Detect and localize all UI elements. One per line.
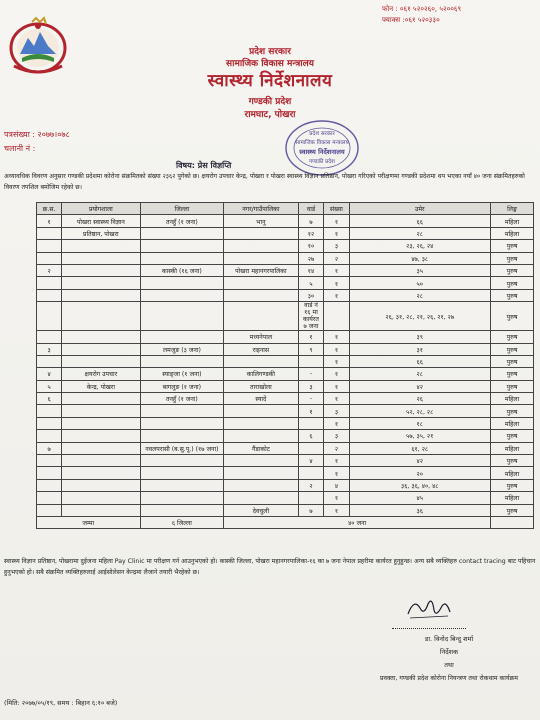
table-cell <box>62 442 140 454</box>
table-cell <box>37 455 62 467</box>
table-cell <box>62 492 140 504</box>
table-cell: ७ <box>37 442 62 454</box>
table-cell <box>224 227 298 239</box>
table-cell <box>37 289 62 301</box>
table-cell <box>37 227 62 239</box>
table-cell <box>140 227 224 239</box>
table-cell: १ <box>324 417 349 429</box>
table-cell: महिला <box>491 467 534 479</box>
table-row <box>37 455 534 467</box>
table-cell: वार्ड नं १६ मा कार्यरत ७ जना <box>298 302 324 331</box>
table-cell: १ <box>324 504 349 516</box>
table-cell <box>37 355 62 367</box>
table-cell: १० <box>298 240 324 252</box>
table-cell: स्यादें <box>224 393 298 405</box>
table-cell: ६६ <box>349 215 491 227</box>
table-cell: पुरुष <box>491 343 534 355</box>
table-cell: २ <box>37 264 62 276</box>
table-cell <box>62 277 140 289</box>
table-cell <box>37 417 62 429</box>
issue-date: (मिति: २०७७/०५/१९, समय : बिहान ६:१० बजे) <box>4 699 118 707</box>
table-row <box>37 252 534 264</box>
table-row <box>37 343 534 355</box>
table-cell: स्याङ्जा (१ जना) <box>140 368 224 380</box>
table-row <box>37 393 534 405</box>
table-cell: महिला <box>491 442 534 454</box>
table-cell <box>140 417 224 429</box>
table-cell: १ <box>298 405 324 417</box>
table-cell: पुरुष <box>491 277 534 289</box>
table-cell <box>140 479 224 491</box>
table-cell <box>37 302 62 331</box>
signatory-role: प्रवक्ता, गण्डकी प्रदेश कोरोना नियन्त्रण तथा रोकथाम कार्यक्रम <box>380 675 518 682</box>
table-cell <box>324 302 349 331</box>
table-cell <box>140 331 224 343</box>
table-cell <box>298 417 324 429</box>
table-cell: ४२ <box>349 380 491 392</box>
table-cell <box>224 355 298 367</box>
table-cell: १ <box>324 368 349 380</box>
table-cell: बागलुङ (१ जना) <box>140 380 224 392</box>
table-cell: १ <box>298 331 324 343</box>
table-cell: २० <box>349 467 491 479</box>
table-cell: ४२ <box>349 455 491 467</box>
table-cell: ४७, ३८ <box>349 252 491 264</box>
table-cell <box>37 504 62 516</box>
contact-info <box>382 4 532 26</box>
table-row <box>37 289 534 301</box>
table-cell <box>62 252 140 264</box>
table-cell <box>62 355 140 367</box>
table-cell: २८ <box>349 227 491 239</box>
header-address: रामघाट, पोखरा <box>244 110 296 120</box>
table-row <box>37 479 534 491</box>
table-cell <box>140 252 224 264</box>
table-cell: ३० <box>298 289 324 301</box>
table-row <box>37 430 534 442</box>
table-cell: महिला <box>491 492 534 504</box>
table-row <box>37 492 534 504</box>
signature-icon <box>404 594 454 622</box>
reference-number: पत्रसंख्या : २०७७।०७८ <box>4 130 70 139</box>
table-cell: ३६, ३६, ४०, ४८ <box>349 479 491 491</box>
table-cell: पोखरा स्वास्थ्य विज्ञान <box>62 215 140 227</box>
official-stamp-icon <box>283 118 361 178</box>
table-cell: ३ <box>324 405 349 417</box>
table-cell: ४ <box>324 479 349 491</box>
table-cell <box>140 355 224 367</box>
table-row <box>37 442 534 454</box>
table-cell: १ <box>324 331 349 343</box>
table-cell <box>224 240 298 252</box>
table-row <box>37 277 534 289</box>
table-cell: पुरुष <box>491 302 534 331</box>
table-cell: - <box>298 368 324 380</box>
table-row <box>37 467 534 479</box>
table-cell: पुरुष <box>491 504 534 516</box>
table-cell <box>62 289 140 301</box>
table-cell: कास्की (१६ जना) <box>140 264 224 276</box>
table-cell <box>298 355 324 367</box>
table-cell <box>37 331 62 343</box>
stamp-line: सामाजिक विकास मन्त्रालय <box>295 140 349 146</box>
table-cell: १ <box>324 355 349 367</box>
table-cell: ६ <box>37 393 62 405</box>
table-cell: पुरुष <box>491 240 534 252</box>
table-cell <box>62 302 140 331</box>
table-cell: ३ <box>324 240 349 252</box>
table-cell <box>62 467 140 479</box>
intro-paragraph: अध्यावधिक विवरण अनुसार गण्डकी प्रदेशमा कोरोना संक्रमितको संख्या २३६२ पुगेको छ। क्षयरोग उपचार केन्द्र, पोखरा र पोखरा स्वास्थ्य विज्ञान प्रतिष्ठान, पोखरा गरिएको परीक्षणमा गण्डकी प्रदेशमा थप भएका नयाँ ४० जना संक्रमितहरुको विवरण तपशिल बमोजिम रहेको छ। <box>4 173 525 191</box>
table-cell <box>224 302 298 331</box>
table-cell: १ <box>324 289 349 301</box>
header-directorate: स्वास्थ्य निर्देशनालय <box>207 71 333 91</box>
table-cell: भानु <box>224 215 298 227</box>
table-cell: ५२, २८, २८ <box>349 405 491 417</box>
table-cell <box>224 277 298 289</box>
cases-table <box>36 202 534 529</box>
table-cell <box>140 302 224 331</box>
nepal-emblem-icon <box>6 16 70 76</box>
table-cell <box>224 405 298 417</box>
table-cell <box>62 455 140 467</box>
table-body <box>37 215 534 517</box>
table-cell: १ <box>324 277 349 289</box>
table-cell: ३ <box>37 343 62 355</box>
stamp-line: स्वास्थ्य निर्देशनालय <box>299 148 345 156</box>
table-cell: ३ <box>298 380 324 392</box>
header-province-name: गण्डकी प्रदेश <box>248 97 292 107</box>
table-cell: ५ <box>37 380 62 392</box>
table-cell <box>298 442 324 454</box>
table-cell <box>62 417 140 429</box>
table-cell: पुरुष <box>491 289 534 301</box>
table-cell: पुरुष <box>491 380 534 392</box>
table-cell: १ <box>324 343 349 355</box>
table-cell: गैंडाकोट <box>224 442 298 454</box>
table-cell: २३, २६, २४ <box>349 240 491 252</box>
table-cell: ७ <box>298 215 324 227</box>
table-cell: पुरुष <box>491 264 534 276</box>
table-cell: १ <box>324 380 349 392</box>
header-province-government: प्रदेश सरकार <box>249 47 291 57</box>
table-cell: महिला <box>491 227 534 239</box>
table-row <box>37 215 534 227</box>
table-cell: २ <box>298 479 324 491</box>
table-cell <box>140 405 224 417</box>
table-cell: ३६ <box>349 504 491 516</box>
table-header-row <box>37 203 534 215</box>
table-cell <box>140 467 224 479</box>
table-cell <box>62 479 140 491</box>
table-cell: ३ <box>324 430 349 442</box>
column-header: क्र.स. <box>37 203 62 215</box>
table-cell <box>224 430 298 442</box>
table-cell: महिला <box>491 215 534 227</box>
table-cell: तनहुँ (१ जना) <box>140 215 224 227</box>
table-cell: केन्द्र, पोखरा <box>62 380 140 392</box>
phone-number: फोन : ०६१ ५२०२६०, ५२००६९ <box>382 5 462 13</box>
table-cell <box>298 467 324 479</box>
table-cell <box>37 252 62 264</box>
table-cell: १ <box>324 467 349 479</box>
table-cell <box>224 492 298 504</box>
table-cell: महिला <box>491 417 534 429</box>
stamp-line: प्रदेश सरकार <box>309 131 335 137</box>
table-cell: २८ <box>349 289 491 301</box>
table-cell: महिला <box>491 393 534 405</box>
fax-number: फ्याक्स :०६१ ५२०३३० <box>382 16 440 24</box>
table-cell: नवलपरासी (ब.सु.पू.) (१७ जना) <box>140 442 224 454</box>
table-cell <box>37 492 62 504</box>
table-cell: पुरुष <box>491 355 534 367</box>
table-cell <box>140 492 224 504</box>
table-cell: ६ <box>298 430 324 442</box>
stamp-line: गण्डकी प्रदेश <box>309 159 335 165</box>
table-cell: १ <box>37 215 62 227</box>
table-cell: २६ <box>349 393 491 405</box>
table-cell: १ <box>324 455 349 467</box>
table-cell: ३१ <box>349 343 491 355</box>
column-header: जिल्ला <box>140 203 224 215</box>
table-cell: ४ <box>298 455 324 467</box>
table-cell <box>62 504 140 516</box>
table-row <box>37 417 534 429</box>
table-cell <box>224 479 298 491</box>
table-cell <box>37 277 62 289</box>
table-row <box>37 405 534 417</box>
table-cell: १४ <box>298 264 324 276</box>
table-cell: ताराखोला <box>224 380 298 392</box>
table-cell <box>140 455 224 467</box>
table-cell <box>224 417 298 429</box>
table-cell: ६६ <box>349 355 491 367</box>
table-cell: ७ <box>298 504 324 516</box>
table-cell: ३५ <box>349 264 491 276</box>
signatory-name: डा. विनोद बिन्दु शर्मा <box>424 635 474 643</box>
table-cell: १ <box>324 264 349 276</box>
table-cell: १२ <box>298 227 324 239</box>
table-cell <box>37 479 62 491</box>
table-row <box>37 302 534 331</box>
signature-line <box>392 628 466 629</box>
header-ministry: सामाजिक विकास मन्त्रालय <box>226 59 314 69</box>
table-cell <box>62 393 140 405</box>
column-header: प्रयोगशाला <box>62 203 140 215</box>
table-cell <box>140 504 224 516</box>
table-row <box>37 331 534 343</box>
table-row <box>37 240 534 252</box>
table-cell <box>298 492 324 504</box>
table-cell <box>140 430 224 442</box>
table-cell <box>224 252 298 264</box>
table-cell <box>224 467 298 479</box>
table-cell: क्षयरोग उपचार <box>62 368 140 380</box>
table-cell <box>140 240 224 252</box>
column-header: संख्या <box>324 203 349 215</box>
table-cell: तनहुँ (१ जना) <box>140 393 224 405</box>
table-cell <box>62 264 140 276</box>
table-cell <box>37 430 62 442</box>
table-cell <box>37 240 62 252</box>
table-cell: मध्यनेपाल <box>224 331 298 343</box>
table-cell: १८ <box>349 417 491 429</box>
table-cell: कालिगण्डकी <box>224 368 298 380</box>
table-row <box>37 227 534 239</box>
total-empty <box>491 516 534 528</box>
table-cell: देवचुली <box>224 504 298 516</box>
table-row <box>37 504 534 516</box>
table-cell: - <box>298 393 324 405</box>
table-row <box>37 368 534 380</box>
signatory-title: निर्देशक <box>439 648 459 656</box>
table-cell: २८ <box>349 368 491 380</box>
table-cell: प्रतिष्ठान, पोखरा <box>62 227 140 239</box>
table-cell: ५० <box>349 277 491 289</box>
table-cell <box>224 455 298 467</box>
table-cell: ४ <box>37 368 62 380</box>
table-cell <box>37 467 62 479</box>
dispatch-number: चलानी नं : <box>4 144 36 153</box>
table-cell: पुरुष <box>491 331 534 343</box>
table-cell <box>62 331 140 343</box>
table-cell: पुरुष <box>491 479 534 491</box>
table-cell: २ <box>324 252 349 264</box>
total-count: ४० जना <box>224 516 491 528</box>
table-row <box>37 380 534 392</box>
table-cell: २ <box>324 442 349 454</box>
table-cell: पुरुष <box>491 368 534 380</box>
total-label: जम्मा <box>37 516 141 528</box>
table-total-row <box>37 516 534 528</box>
table-cell <box>62 430 140 442</box>
table-cell: पुरुष <box>491 252 534 264</box>
table-cell: ५ <box>298 277 324 289</box>
table-cell: पुरुष <box>491 430 534 442</box>
table-cell <box>62 343 140 355</box>
table-cell: पुरुष <box>491 405 534 417</box>
table-cell: लमजुङ (३ जना) <box>140 343 224 355</box>
table-cell: १ <box>324 227 349 239</box>
table-cell: ५७, ३५, २१ <box>349 430 491 442</box>
table-row <box>37 355 534 367</box>
table-cell <box>62 405 140 417</box>
column-header: उमेर <box>349 203 491 215</box>
table-cell: २६, ३१, २८, २१, २६, २१, २७ <box>349 302 491 331</box>
table-cell: १ <box>324 215 349 227</box>
table-row <box>37 264 534 276</box>
table-cell: ३९ <box>349 331 491 343</box>
table-cell: १ <box>324 492 349 504</box>
table-cell: १ <box>324 393 349 405</box>
table-cell: पुरुष <box>491 455 534 467</box>
total-districts: ६ जिल्ला <box>140 516 224 528</box>
table-cell <box>140 277 224 289</box>
column-header: नगर/गाउँपालिका <box>224 203 298 215</box>
table-cell: पोखरा महानगरपालिका <box>224 264 298 276</box>
subject-line: विषय: प्रेस विज्ञप्ति <box>176 161 232 170</box>
table-cell: ४५ <box>349 492 491 504</box>
table-cell <box>140 289 224 301</box>
column-header: लिङ्ग <box>491 203 534 215</box>
table-cell <box>37 405 62 417</box>
column-header: वार्ड <box>298 203 324 215</box>
table-cell <box>62 240 140 252</box>
table-cell <box>224 289 298 301</box>
table-cell: ६१, २८ <box>349 442 491 454</box>
signatory-conjunction: तथा <box>444 661 454 669</box>
footnote-paragraph: स्वास्थ्य विज्ञान प्रतिष्ठान, पोखरामा दुईजना महिला Pay Clinic मा परीक्षण गर्न आउनुभएको हो। कास्की जिल्ला, पोखरा महानगरपालिका-१६ का ७ जना नेपाल प्रहरीमा कार्यरत हुनुहुन्छ। अन्य सबै व्यक्तिहरु contact tracing बाट पहिचान हुनुभएको हो। सबै संक्रमित व्यक्तिहरुलाई आईसोलेसन केन्द्रमा लैजाने तयारी भैरहेको छ। <box>4 558 536 576</box>
table-cell: राइनास <box>224 343 298 355</box>
table-cell: २७ <box>298 252 324 264</box>
table-cell: ९ <box>298 343 324 355</box>
